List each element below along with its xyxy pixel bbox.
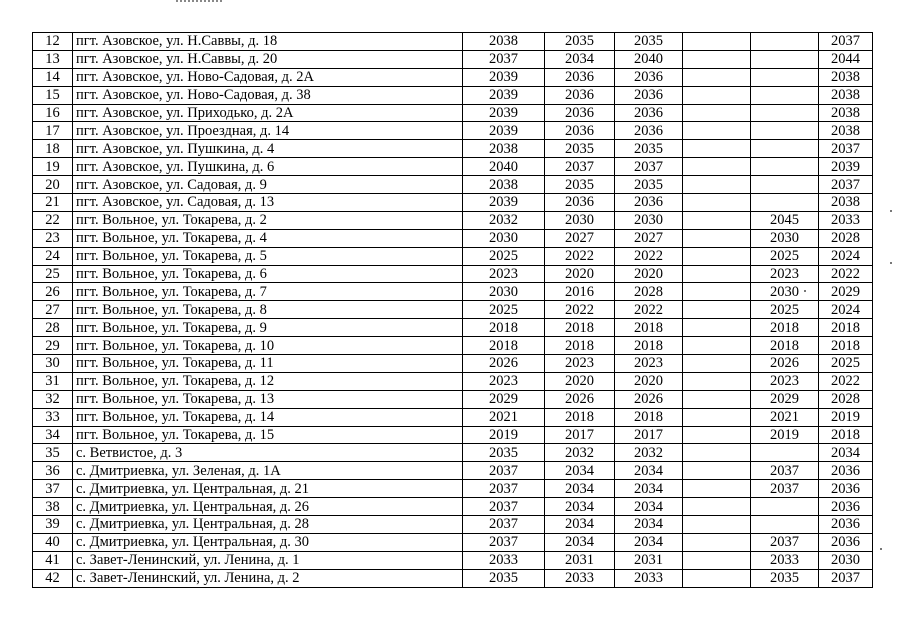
year-col-2-cell: 2022 [545,301,615,319]
year-col-4-cell [683,265,751,283]
year-col-5-cell: 2033 [751,551,819,569]
year-col-3-cell: 2027 [615,229,683,247]
year-col-1-cell: 2030 [463,229,545,247]
year-col-5-cell: 2037 [751,462,819,480]
row-number-cell: 26 [33,283,73,301]
year-col-1-cell: 2039 [463,104,545,122]
year-col-4-cell [683,355,751,373]
row-number-cell: 37 [33,480,73,498]
address-cell: пгт. Вольное, ул. Токарева, д. 5 [73,247,463,265]
address-cell: с. Дмитриевка, ул. Центральная, д. 21 [73,480,463,498]
year-col-5-cell [751,444,819,462]
address-cell: пгт. Вольное, ул. Токарева, д. 13 [73,390,463,408]
year-col-5-cell [751,176,819,194]
year-col-2-cell: 2036 [545,104,615,122]
year-col-1-cell: 2040 [463,158,545,176]
year-col-4-cell [683,122,751,140]
table-row [33,176,873,194]
year-col-6-cell: 2038 [819,68,873,86]
year-col-4-cell [683,158,751,176]
year-col-6-cell: 2024 [819,301,873,319]
year-col-2-cell: 2018 [545,319,615,337]
address-cell: пгт. Вольное, ул. Токарева, д. 11 [73,355,463,373]
year-col-6-cell: 2028 [819,229,873,247]
year-col-5-cell: 2037 [751,480,819,498]
address-cell: с. Дмитриевка, ул. Зеленая, д. 1А [73,462,463,480]
row-number-cell: 39 [33,516,73,534]
row-number-cell: 41 [33,551,73,569]
year-col-3-cell: 2036 [615,86,683,104]
year-col-3-cell: 2018 [615,319,683,337]
year-col-6-cell: 2018 [819,319,873,337]
table-row [33,372,873,390]
row-number-cell: 28 [33,319,73,337]
year-col-4-cell [683,104,751,122]
year-col-1-cell: 2037 [463,498,545,516]
year-col-6-cell: 2037 [819,140,873,158]
year-col-6-cell: 2038 [819,86,873,104]
table-row [33,444,873,462]
table-row [33,247,873,265]
year-col-2-cell: 2035 [545,33,615,51]
year-col-4-cell [683,390,751,408]
address-cell: пгт. Вольное, ул. Токарева, д. 12 [73,372,463,390]
year-col-5-cell: 2025 [751,301,819,319]
year-col-3-cell: 2037 [615,158,683,176]
address-cell: с. Дмитриевка, ул. Центральная, д. 30 [73,533,463,551]
year-col-6-cell: 2025 [819,355,873,373]
year-col-1-cell: 2039 [463,194,545,212]
year-col-1-cell: 2037 [463,516,545,534]
year-col-5-cell [751,194,819,212]
year-col-1-cell: 2030 [463,283,545,301]
year-col-3-cell: 2036 [615,104,683,122]
row-number-cell: 34 [33,426,73,444]
year-col-1-cell: 2038 [463,33,545,51]
address-cell: пгт. Азовское, ул. Приходько, д. 2А [73,104,463,122]
year-col-4-cell [683,176,751,194]
year-col-2-cell: 2026 [545,390,615,408]
year-col-6-cell: 2029 [819,283,873,301]
year-col-3-cell: 2030 [615,211,683,229]
year-col-1-cell: 2039 [463,122,545,140]
row-number-cell: 30 [33,355,73,373]
row-number-cell: 13 [33,50,73,68]
address-cell: пгт. Вольное, ул. Токарева, д. 15 [73,426,463,444]
year-col-6-cell: 2037 [819,176,873,194]
year-col-2-cell: 2017 [545,426,615,444]
year-col-3-cell: 2034 [615,516,683,534]
year-col-1-cell: 2018 [463,319,545,337]
table-row [33,229,873,247]
year-col-5-cell [751,104,819,122]
address-cell: пгт. Вольное, ул. Токарева, д. 2 [73,211,463,229]
address-cell: пгт. Вольное, ул. Токарева, д. 10 [73,337,463,355]
year-col-1-cell: 2038 [463,140,545,158]
year-col-3-cell: 2034 [615,533,683,551]
year-col-3-cell: 2036 [615,68,683,86]
year-col-6-cell: 2038 [819,104,873,122]
year-col-1-cell: 2033 [463,551,545,569]
year-col-3-cell: 2033 [615,569,683,587]
address-cell: пгт. Азовское, ул. Н.Саввы, д. 18 [73,33,463,51]
year-col-6-cell: 2036 [819,462,873,480]
year-col-5-cell: 2030 [751,229,819,247]
table-row [33,211,873,229]
row-number-cell: 27 [33,301,73,319]
year-col-5-cell: 2019 [751,426,819,444]
year-col-5-cell [751,498,819,516]
address-cell: пгт. Вольное, ул. Токарева, д. 6 [73,265,463,283]
year-col-3-cell: 2035 [615,176,683,194]
year-col-1-cell: 2023 [463,265,545,283]
year-col-4-cell [683,569,751,587]
row-number-cell: 23 [33,229,73,247]
year-col-1-cell: 2026 [463,355,545,373]
address-cell: пгт. Азовское, ул. Н.Саввы, д. 20 [73,50,463,68]
year-col-6-cell: 2039 [819,158,873,176]
year-col-6-cell: 2022 [819,372,873,390]
year-col-5-cell: 2018 [751,319,819,337]
year-col-4-cell [683,247,751,265]
table-row [33,390,873,408]
year-col-1-cell: 2037 [463,480,545,498]
table-row [33,551,873,569]
row-number-cell: 29 [33,337,73,355]
year-col-2-cell: 2018 [545,337,615,355]
address-cell: пгт. Вольное, ул. Токарева, д. 14 [73,408,463,426]
table-row [33,50,873,68]
year-col-3-cell: 2022 [615,301,683,319]
year-col-3-cell: 2036 [615,194,683,212]
row-number-cell: 17 [33,122,73,140]
year-col-2-cell: 2035 [545,140,615,158]
year-col-2-cell: 2034 [545,480,615,498]
table-row [33,533,873,551]
year-col-2-cell: 2037 [545,158,615,176]
year-col-6-cell: 2018 [819,426,873,444]
year-col-4-cell [683,551,751,569]
address-cell: пгт. Азовское, ул. Садовая, д. 9 [73,176,463,194]
year-col-6-cell: 2034 [819,444,873,462]
row-number-cell: 12 [33,33,73,51]
address-cell: с. Дмитриевка, ул. Центральная, д. 28 [73,516,463,534]
year-col-2-cell: 2023 [545,355,615,373]
year-col-4-cell [683,426,751,444]
address-cell: пгт. Азовское, ул. Пушкина, д. 4 [73,140,463,158]
year-col-5-cell: 2029 [751,390,819,408]
year-col-3-cell: 2020 [615,372,683,390]
year-col-4-cell [683,516,751,534]
year-col-2-cell: 2034 [545,498,615,516]
year-col-3-cell: 2026 [615,390,683,408]
year-col-2-cell: 2030 [545,211,615,229]
row-number-cell: 32 [33,390,73,408]
year-col-3-cell: 2032 [615,444,683,462]
year-col-2-cell: 2034 [545,533,615,551]
year-col-2-cell: 2032 [545,444,615,462]
year-col-2-cell: 2022 [545,247,615,265]
year-col-3-cell: 2035 [615,33,683,51]
year-col-5-cell: 2021 [751,408,819,426]
year-col-6-cell: 2018 [819,337,873,355]
row-number-cell: 14 [33,68,73,86]
year-col-2-cell: 2036 [545,194,615,212]
year-col-6-cell: 2019 [819,408,873,426]
year-col-3-cell: 2036 [615,122,683,140]
table-row [33,480,873,498]
year-col-6-cell: 2037 [819,569,873,587]
year-col-3-cell: 2031 [615,551,683,569]
year-col-2-cell: 2020 [545,372,615,390]
row-number-cell: 35 [33,444,73,462]
row-number-cell: 18 [33,140,73,158]
year-col-2-cell: 2036 [545,86,615,104]
year-col-2-cell: 2020 [545,265,615,283]
housing-schedule-table [32,32,873,588]
table-row [33,265,873,283]
table-row [33,104,873,122]
year-col-4-cell [683,50,751,68]
row-number-cell: 40 [33,533,73,551]
year-col-6-cell: 2036 [819,498,873,516]
year-col-2-cell: 2036 [545,68,615,86]
year-col-3-cell: 2034 [615,462,683,480]
table-row [33,140,873,158]
year-col-1-cell: 2039 [463,86,545,104]
year-col-5-cell: 2045 [751,211,819,229]
table-row [33,122,873,140]
scan-speck [890,210,892,212]
address-cell: пгт. Вольное, ул. Токарева, д. 4 [73,229,463,247]
address-cell: с. Дмитриевка, ул. Центральная, д. 26 [73,498,463,516]
year-col-2-cell: 2018 [545,408,615,426]
row-number-cell: 16 [33,104,73,122]
year-col-6-cell: 2036 [819,533,873,551]
year-col-5-cell [751,33,819,51]
year-col-1-cell: 2025 [463,301,545,319]
address-cell: пгт. Азовское, ул. Пушкина, д. 6 [73,158,463,176]
table-row [33,355,873,373]
year-col-6-cell: 2038 [819,122,873,140]
year-col-5-cell: 2018 [751,337,819,355]
year-col-3-cell: 2023 [615,355,683,373]
year-col-6-cell: 2038 [819,194,873,212]
table-row [33,426,873,444]
year-col-4-cell [683,68,751,86]
year-col-2-cell: 2034 [545,516,615,534]
table-row [33,337,873,355]
year-col-3-cell: 2018 [615,337,683,355]
year-col-4-cell [683,33,751,51]
year-col-4-cell [683,140,751,158]
year-col-1-cell: 2019 [463,426,545,444]
year-col-1-cell: 2023 [463,372,545,390]
table-body [33,33,873,588]
year-col-5-cell [751,158,819,176]
year-col-1-cell: 2038 [463,176,545,194]
row-number-cell: 22 [33,211,73,229]
year-col-5-cell [751,122,819,140]
year-col-4-cell [683,319,751,337]
year-col-5-cell: 2030 [751,283,819,301]
address-cell: пгт. Вольное, ул. Токарева, д. 7 [73,283,463,301]
row-number-cell: 25 [33,265,73,283]
year-col-4-cell [683,211,751,229]
table-row [33,408,873,426]
year-col-3-cell: 2018 [615,408,683,426]
year-col-5-cell: 2023 [751,265,819,283]
year-col-5-cell: 2023 [751,372,819,390]
address-cell: с. Завет-Ленинский, ул. Ленина, д. 2 [73,569,463,587]
year-col-3-cell: 2034 [615,498,683,516]
table-row [33,516,873,534]
year-col-1-cell: 2035 [463,569,545,587]
table-row [33,569,873,587]
year-col-2-cell: 2036 [545,122,615,140]
year-col-3-cell: 2040 [615,50,683,68]
year-col-2-cell: 2034 [545,50,615,68]
scan-artifact-marks [176,0,222,4]
year-col-3-cell: 2017 [615,426,683,444]
year-col-4-cell [683,301,751,319]
year-col-6-cell: 2028 [819,390,873,408]
year-col-3-cell: 2020 [615,265,683,283]
table-row [33,33,873,51]
row-number-cell: 20 [33,176,73,194]
year-col-1-cell: 2032 [463,211,545,229]
year-col-5-cell: 2025 [751,247,819,265]
scan-speck [890,262,892,264]
address-cell: с. Ветвистое, д. 3 [73,444,463,462]
year-col-1-cell: 2039 [463,68,545,86]
year-col-2-cell: 2033 [545,569,615,587]
table-row [33,462,873,480]
year-col-2-cell: 2016 [545,283,615,301]
address-cell: с. Завет-Ленинский, ул. Ленина, д. 1 [73,551,463,569]
year-col-4-cell [683,229,751,247]
row-number-cell: 33 [33,408,73,426]
year-col-5-cell [751,50,819,68]
year-col-1-cell: 2029 [463,390,545,408]
table-row [33,86,873,104]
scan-speck [880,548,882,550]
row-number-cell: 21 [33,194,73,212]
year-col-2-cell: 2035 [545,176,615,194]
year-col-4-cell [683,337,751,355]
table-row [33,158,873,176]
year-col-4-cell [683,86,751,104]
year-col-6-cell: 2030 [819,551,873,569]
year-col-5-cell: 2037 [751,533,819,551]
year-col-4-cell [683,283,751,301]
address-cell: пгт. Вольное, ул. Токарева, д. 8 [73,301,463,319]
year-col-1-cell: 2037 [463,50,545,68]
table-row [33,283,873,301]
row-number-cell: 24 [33,247,73,265]
year-col-5-cell [751,86,819,104]
address-cell: пгт. Азовское, ул. Садовая, д. 13 [73,194,463,212]
row-number-cell: 38 [33,498,73,516]
table-row [33,319,873,337]
row-number-cell: 15 [33,86,73,104]
year-col-5-cell [751,516,819,534]
year-col-6-cell: 2037 [819,33,873,51]
table-row [33,194,873,212]
year-col-4-cell [683,533,751,551]
table-row [33,68,873,86]
year-col-6-cell: 2036 [819,480,873,498]
row-number-cell: 31 [33,372,73,390]
year-col-2-cell: 2027 [545,229,615,247]
year-col-3-cell: 2035 [615,140,683,158]
year-col-4-cell [683,444,751,462]
year-col-5-cell: 2026 [751,355,819,373]
year-col-5-cell [751,68,819,86]
table-row [33,498,873,516]
year-col-4-cell [683,408,751,426]
year-col-3-cell: 2028 [615,283,683,301]
year-col-1-cell: 2025 [463,247,545,265]
year-col-5-cell: 2035 [751,569,819,587]
year-col-1-cell: 2037 [463,462,545,480]
year-col-6-cell: 2044 [819,50,873,68]
year-col-4-cell [683,194,751,212]
address-cell: пгт. Азовское, ул. Ново-Садовая, д. 2А [73,68,463,86]
year-col-1-cell: 2018 [463,337,545,355]
table-row [33,301,873,319]
year-col-4-cell [683,480,751,498]
year-col-6-cell: 2036 [819,516,873,534]
year-col-6-cell: 2024 [819,247,873,265]
address-cell: пгт. Вольное, ул. Токарева, д. 9 [73,319,463,337]
year-col-2-cell: 2034 [545,462,615,480]
year-col-2-cell: 2031 [545,551,615,569]
year-col-1-cell: 2021 [463,408,545,426]
year-col-4-cell [683,498,751,516]
row-number-cell: 42 [33,569,73,587]
row-number-cell: 19 [33,158,73,176]
year-col-1-cell: 2035 [463,444,545,462]
address-cell: пгт. Азовское, ул. Ново-Садовая, д. 38 [73,86,463,104]
year-col-4-cell [683,462,751,480]
year-col-1-cell: 2037 [463,533,545,551]
row-number-cell: 36 [33,462,73,480]
year-col-5-cell [751,140,819,158]
address-cell: пгт. Азовское, ул. Проездная, д. 14 [73,122,463,140]
year-col-3-cell: 2034 [615,480,683,498]
year-col-6-cell: 2022 [819,265,873,283]
year-col-6-cell: 2033 [819,211,873,229]
year-col-4-cell [683,372,751,390]
year-col-3-cell: 2022 [615,247,683,265]
